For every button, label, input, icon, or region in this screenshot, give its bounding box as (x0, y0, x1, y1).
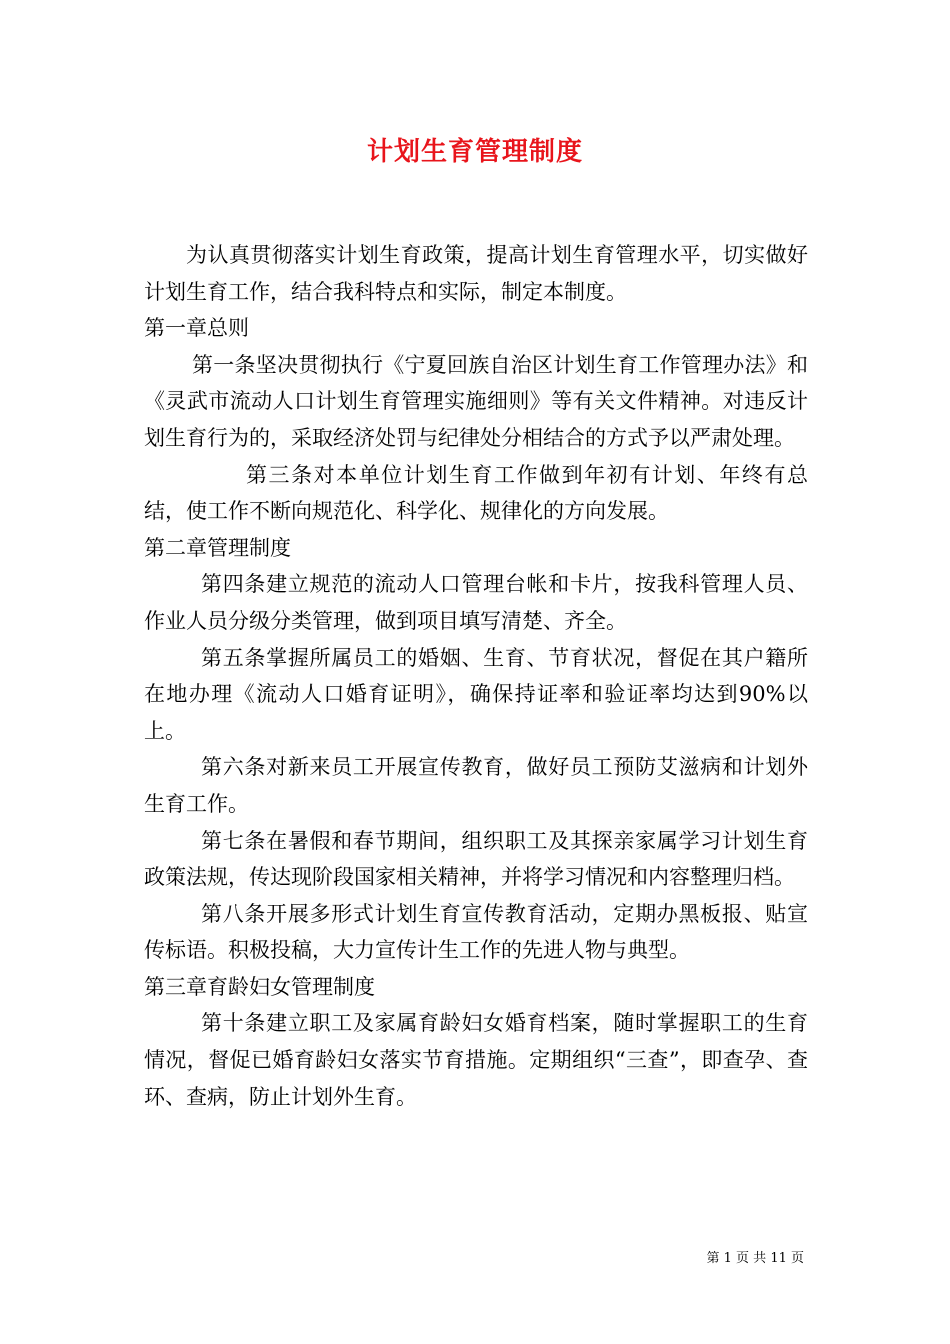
paragraph-article-4: 第四条建立规范的流动人口管理台帐和卡片，按我科管理人员、作业人员分级分类管理，做到项目填写清楚、齐全。 (144, 572, 808, 633)
paragraph-article-1: 第一条坚决贯彻执行《宁夏回族自治区计划生育工作管理办法》和《灵武市流动人口计划生育管理实施细则》等有关文件精神。对违反计划生育行为的，采取经济处罚与纪律处分相结合的方式予以严肃处理。 (144, 352, 808, 450)
chapter-heading-3: 第三章育龄妇女管理制度 (144, 974, 375, 999)
paragraph-article-7: 第七条在暑假和春节期间，组织职工及其探亲家属学习计划生育政策法规，传达现阶段国家相关精神，并将学习情况和内容整理归档。 (144, 828, 808, 890)
chapter-heading-2: 第二章管理制度 (144, 535, 291, 560)
page-number-footer: 第 1 页 共 11 页 (706, 1251, 804, 1266)
paragraph-article-6: 第六条对新来员工开展宣传教育，做好员工预防艾滋病和计划外生育工作。 (144, 755, 808, 816)
paragraph-article-5: 第五条掌握所属员工的婚姻、生育、节育状况，督促在其户籍所在地办理《流动人口婚育证明》，确保持证率和验证率均达到90%以上。 (144, 645, 808, 743)
paragraph-article-10: 第十条建立职工及家属育龄妇女婚育档案，随时掌握职工的生育情况，督促已婚育龄妇女落实节育措施。定期组织“三查”，即查孕、查环、查病，防止计划外生育。 (144, 1011, 808, 1109)
chapter-heading-1: 第一章总则 (144, 316, 249, 341)
paragraph-article-8: 第八条开展多形式计划生育宣传教育活动，定期办黑板报、贴宣传标语。积极投稿，大力宣传计生工作的先进人物与典型。 (144, 901, 808, 963)
document-body (144, 237, 808, 1115)
paragraph-article-3: 第三条对本单位计划生育工作做到年初有计划、年终有总结，使工作不断向规范化、科学化、规律化的方向发展。 (144, 462, 808, 524)
document-title: 计划生育管理制度 (366, 137, 583, 167)
paragraph-intro: 为认真贯彻落实计划生育政策，提高计划生育管理水平，切实做好计划生育工作，结合我科特点和实际，制定本制度。 (144, 243, 808, 304)
